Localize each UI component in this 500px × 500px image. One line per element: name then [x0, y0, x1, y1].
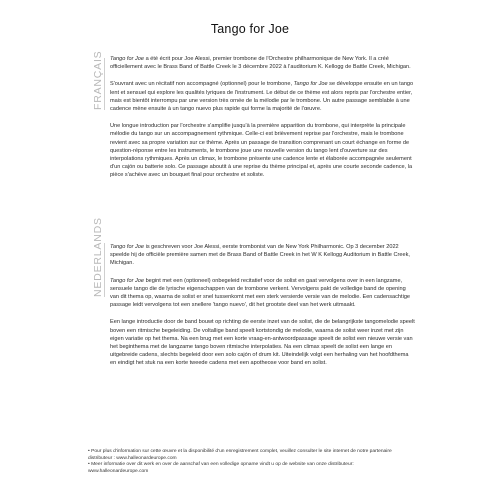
paragraph-fr-1-text: a été écrit pour Joe Alessi, premier trombone de l'Orchestre philharmonique de New York. Il a créé officiellement avec le Brass Band of Battle Creek le 3 décembre 2022 à l'auditorium K. Kellogg de Battle Creek, Michigan. — [110, 56, 411, 71]
work-title-fr-2: Tango for Joe — [293, 81, 328, 88]
section-dutch — [110, 243, 415, 377]
work-title-nl-2: Tango for Joe — [110, 277, 145, 284]
page-title: Tango for Joe — [210, 22, 290, 36]
footer-notes — [88, 449, 428, 475]
language-divider-french — [104, 58, 105, 110]
language-label-dutch: NEDERLANDS — [92, 217, 104, 297]
language-divider-dutch — [104, 243, 105, 297]
paragraph-nl-2 — [110, 277, 415, 310]
paragraph-fr-1 — [110, 55, 415, 71]
footer-note-fr-line-1: • Pour plus d'information sur cette œuvre et la disponibilité d'un enregistrement complet, veuillez consulter le site internet de notre partenaire — [88, 449, 392, 454]
paragraph-fr-2 — [110, 80, 415, 113]
footer-note-nl-line-2: www.halleonardeurope.com — [88, 468, 149, 474]
paragraph-nl-3: Een lange introductie door de band bouwt op richting de eerste inzet van de solist, die de belangrijkste tangomelodie speelt boven een ritmische begeleiding. De voltallige band speelt kortstondig de melodie, waarna de solist weer inzet met zijn eigen variatie op het thema. Na een brug met een korte vraag-en-antwoordpassage speelt de solist een nieuwe versie van het beginthema met de langzame tango boven ritmische interpolaties. Na een climax speelt de solist een lange en uitgebreide cadens, slechts begeleid door een solo cajón of drum kit. Uiteindelijk volgt een herhaling van het hoofdthema en eindigt het stuk na een korte tweede cadens met een apotheose voor band en solist. — [110, 319, 415, 367]
paragraph-nl-2-text: begint met een (optioneel) onbegeleid recitatief voor de solist en gaat vervolgens over in een langzame, sensuele tango die de lyrische eigenschappen van de trombone verkent. Vervolgens pakt de volledige band de opening van dit thema op, waarna de solist er snel tussenkomt met een sterk versierde versie van de melodie. Een cadensachtige passage leidt vervolgens tot een snellere 'tango nuevo', dit het grootste deel van het werk uitmaakt. — [110, 277, 411, 309]
work-title-nl-1: Tango for Joe — [110, 244, 145, 250]
work-title-fr-1: Tango for Joe — [110, 56, 145, 62]
section-french — [110, 55, 415, 189]
paragraph-fr-2-text: se développe ensuite en un tango lent et sensuel qui explore les qualités lyriques de l'instrument. Le début de ce thème est alors repris par l'orchestre entier, mais est bientôt interrompu par une version très ornée de la mélodie par le trombone. Un autre passage semblable à une cadence mène ensuite à un tango nuevo plus rapide qui forme la majorité de l'œuvre. — [110, 81, 414, 113]
footer-note-nl-line-1: • Meer informatie over dit werk en over de aanschaf van een volledige opname vindt u op de website van onze distributeur: — [88, 462, 354, 468]
footer-note-fr-line-2: distributeur : www.halleonardeurope.com — [88, 455, 177, 461]
paragraph-fr-2-lead: S'ouvrant avec un récitatif non accompagné (optionnel) pour le trombone, — [110, 81, 294, 88]
paragraph-nl-1-text: is geschreven voor Joe Alessi, eerste trombonist van de New York Philharmonic. Op 3 december 2022 speelde hij de officiële première samen met de Brass Band of Battle Creek in het W K Kellogg Auditorium in Battle Creek, Michigan. — [110, 244, 410, 267]
language-label-french: FRANÇAIS — [92, 50, 104, 110]
paragraph-nl-1 — [110, 243, 415, 268]
paragraph-fr-3: Une longue introduction par l'orchestre s'amplifie jusqu'à la première apparition du trombone, qui interprète la principale mélodie du tango sur un accompagnement rythmique. Celle-ci est brièvement reprise par l'orchestre, mais le trombone revient avec sa propre variation sur ce thème. Après un passage de transition comprenant un court échange en forme de question-réponse entre les instruments, le trombone joue une nouvelle version du tango lent d'ouverture sur des interpolations rythmiques. Après un climax, le trombone présente une cadence lente et élaborée accompagnée seulement d'un cajón ou batterie solo. Ce passage aboutit à une reprise du thème principal et, après une courte seconde cadence, la pièce s'achève avec un bouquet final pour orchestre et soliste. — [110, 123, 413, 179]
